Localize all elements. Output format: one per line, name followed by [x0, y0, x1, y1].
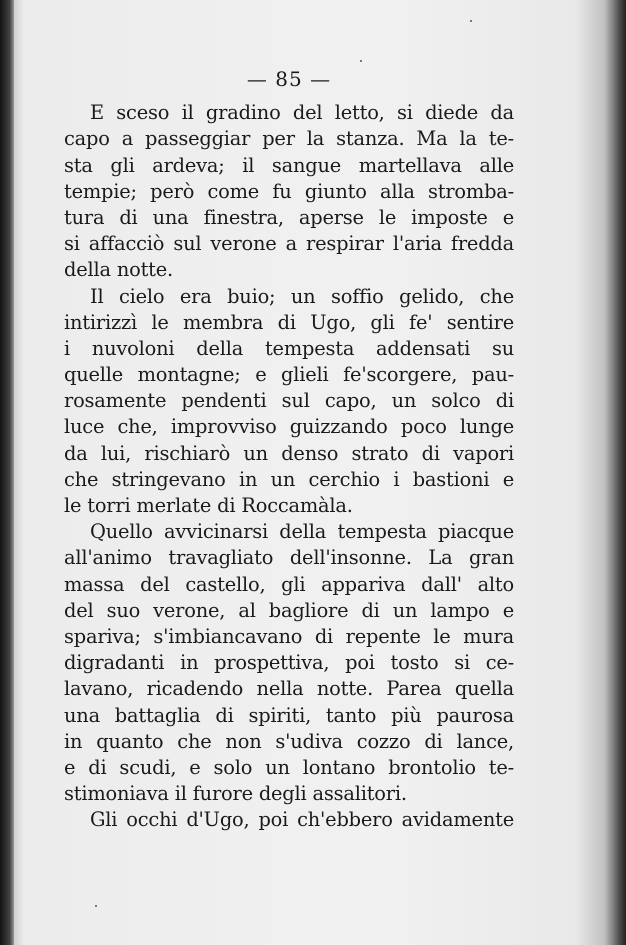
paragraph-1: [64, 100, 514, 283]
text-line: sta gli ardeva; il sangue martellava alle: [64, 153, 514, 177]
text-line: tempie; però come fu giunto alla stromba-: [64, 179, 514, 203]
text-line: della notte.: [64, 258, 174, 282]
text-line: capo a passeggiar per la stanza. Ma la te-: [64, 127, 514, 151]
text-line: spariva; s'imbiancavano di repente le mura: [64, 624, 514, 648]
page-edge-shadow: [604, 0, 626, 945]
text-line: Il cielo era buio; un soffio gelido, che: [90, 284, 514, 308]
text-line: in quanto che non s'udiva cozzo di lance,: [64, 729, 514, 753]
page-content: [64, 66, 514, 833]
text-line: si affacciò sul verone a respirar l'aria fredda: [64, 232, 514, 256]
text-line: una battaglia di spiriti, tanto più paurosa: [64, 703, 514, 727]
paragraph-3: [64, 519, 514, 807]
page-number: — 85 —: [246, 67, 332, 91]
text-line: quelle montagne; e glieli fe'scorgere, pau-: [64, 363, 514, 387]
paper-speck: [95, 905, 97, 907]
text-line: da lui, rischiarò un denso strato di vapori: [64, 441, 514, 465]
text-line: tura di una finestra, aperse le imposte e: [64, 205, 514, 229]
text-line: Quello avvicinarsi della tempesta piacque: [90, 520, 514, 544]
paper-speck: [360, 60, 362, 62]
text-line: E sceso il gradino del letto, si diede da: [90, 101, 514, 125]
text-line: Gli occhi d'Ugo, poi ch'ebbero avidamente: [90, 808, 514, 832]
text-line: luce che, improvviso guizzando poco lunge: [64, 415, 514, 439]
paragraph-2: [64, 284, 514, 520]
text-line: del suo verone, al bagliore di un lampo e: [64, 598, 514, 622]
text-line: che stringevano in un cerchio i bastioni e: [64, 467, 514, 491]
paper-speck: [470, 20, 472, 22]
text-line: le torri merlate di Roccamàla.: [64, 494, 353, 518]
paragraph-4: [64, 807, 514, 833]
text-line: lavano, ricadendo nella notte. Parea quella: [64, 677, 514, 701]
text-line: e di scudi, e solo un lontano brontolio te-: [64, 755, 514, 779]
text-line: rosamente pendenti sul capo, un solco di: [64, 389, 514, 413]
text-line: stimoniava il furore degli assalitori.: [64, 782, 407, 806]
text-line: i nuvoloni della tempesta addensati su: [64, 336, 514, 360]
text-line: digradanti in prospettiva, poi tosto si ce-: [64, 651, 514, 675]
text-line: all'animo travagliato dell'insonne. La gran: [64, 546, 514, 570]
text-line: massa del castello, gli appariva dall' alto: [64, 572, 514, 596]
book-spine-shadow: [0, 0, 14, 945]
text-line: intirizzì le membra di Ugo, gli fe' sentire: [64, 310, 514, 334]
